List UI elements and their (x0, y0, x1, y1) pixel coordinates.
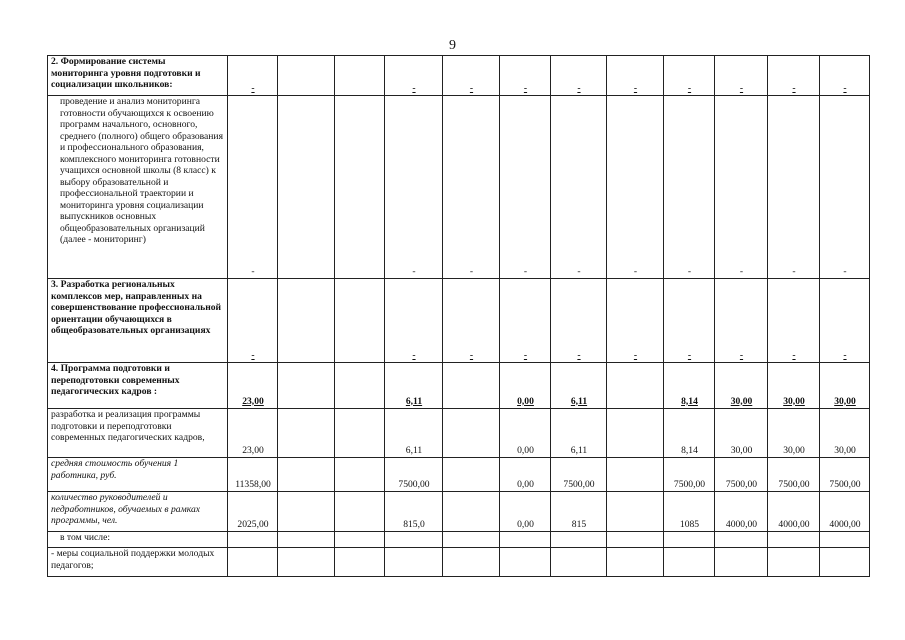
table-cell (278, 56, 335, 96)
table-cell (500, 532, 551, 548)
table-cell (443, 532, 500, 548)
table-row (48, 96, 870, 279)
table-cell (278, 279, 335, 363)
row-label: 3. Разработка региональных комплексов мер, направленных на совершенствование профессиональной ориентации обучающихся в общеобразовательных организациях (48, 279, 228, 363)
table-cell: - (607, 279, 664, 363)
table-cell (278, 548, 335, 577)
table-cell: - (443, 56, 500, 96)
row-label: - меры социальной поддержки молодых педагогов; (48, 548, 228, 577)
row-label: разработка и реализация программы подготовки и переподготовки современных педагогических кадров, (48, 409, 228, 458)
table-cell (335, 363, 385, 409)
page-number: 9 (449, 38, 456, 53)
table-cell: 0,00 (500, 492, 551, 532)
table-cell (278, 532, 335, 548)
row-label: количество руководителей и педработников, обучаемых в рамках программы, чел. (48, 492, 228, 532)
table-row (48, 532, 870, 548)
table-cell: - (443, 96, 500, 279)
table-cell: - (664, 96, 715, 279)
table-cell: - (664, 56, 715, 96)
row-label: в том числе: (48, 532, 228, 548)
table-cell (551, 548, 607, 577)
table-cell (278, 409, 335, 458)
table-cell (820, 532, 870, 548)
table-cell: 4000,00 (820, 492, 870, 532)
table-cell (607, 492, 664, 532)
table-cell: - (385, 96, 443, 279)
table-cell: 7500,00 (551, 458, 607, 492)
table-cell: - (768, 56, 820, 96)
table-cell (551, 532, 607, 548)
table-cell: - (500, 96, 551, 279)
table-cell: - (443, 279, 500, 363)
table-cell (385, 532, 443, 548)
table-cell: 2025,00 (228, 492, 278, 532)
table-cell (607, 458, 664, 492)
table-cell: 6,11 (551, 363, 607, 409)
table-cell: 7500,00 (768, 458, 820, 492)
row-label: проведение и анализ мониторинга готовности обучающихся к освоению программ начального, основного, среднего (полного) общего образования и профессионального образования, комплексного мониторинга готовности учащихся основной школы (8 класс) к выбору образовательной и профессиональной траектории и мониторинга уровня социализации выпускников основных общеобразовательных организаций (далее - мониторинг) (48, 96, 228, 279)
table-cell: - (228, 96, 278, 279)
table-cell: - (820, 279, 870, 363)
table-cell (715, 532, 768, 548)
table-cell: 30,00 (768, 363, 820, 409)
table-cell (335, 492, 385, 532)
table-cell (278, 96, 335, 279)
table-cell (443, 409, 500, 458)
table-cell (715, 548, 768, 577)
row-label: средняя стоимость обучения 1 работника, руб. (48, 458, 228, 492)
table-cell: - (715, 279, 768, 363)
table-cell: - (664, 279, 715, 363)
table-cell (335, 458, 385, 492)
table-row (48, 363, 870, 409)
table-cell (664, 532, 715, 548)
table-cell (443, 363, 500, 409)
table-cell (607, 548, 664, 577)
table-cell: - (500, 56, 551, 96)
table-cell (228, 532, 278, 548)
table-cell: 7500,00 (664, 458, 715, 492)
table-cell (768, 532, 820, 548)
table-cell: 6,11 (551, 409, 607, 458)
table-cell: 0,00 (500, 409, 551, 458)
table-cell (607, 363, 664, 409)
table-cell (664, 548, 715, 577)
table-row (48, 56, 870, 96)
table-cell (443, 548, 500, 577)
table-cell: 23,00 (228, 363, 278, 409)
table-cell: - (820, 96, 870, 279)
table-cell: - (500, 279, 551, 363)
table-row (48, 409, 870, 458)
table-cell: 23,00 (228, 409, 278, 458)
table-cell (335, 56, 385, 96)
table-cell: 815,0 (385, 492, 443, 532)
row-label: 2. Формирование системы мониторинга уровня подготовки и социализации школьников: (48, 56, 228, 96)
table-cell: 0,00 (500, 363, 551, 409)
table-cell: 8,14 (664, 363, 715, 409)
table-cell (607, 532, 664, 548)
table-cell: - (607, 56, 664, 96)
table-cell: 6,11 (385, 409, 443, 458)
table-cell (385, 548, 443, 577)
table-cell (335, 96, 385, 279)
table-cell: - (715, 56, 768, 96)
table-cell: 6,11 (385, 363, 443, 409)
table-row (48, 548, 870, 577)
table-cell (443, 492, 500, 532)
table-cell: 11358,00 (228, 458, 278, 492)
table-cell (443, 458, 500, 492)
table-cell: - (551, 56, 607, 96)
table-cell (335, 409, 385, 458)
table-cell: 30,00 (715, 363, 768, 409)
table-cell: 1085 (664, 492, 715, 532)
table-cell: 7500,00 (715, 458, 768, 492)
table-cell: - (228, 56, 278, 96)
table-cell (335, 548, 385, 577)
table-cell (228, 548, 278, 577)
table-cell: 30,00 (820, 409, 870, 458)
table-cell: - (228, 279, 278, 363)
row-label: 4. Программа подготовки и переподготовки современных педагогических кадров : (48, 363, 228, 409)
table-cell (607, 409, 664, 458)
table-cell: 30,00 (820, 363, 870, 409)
table-cell (768, 548, 820, 577)
table-cell: 7500,00 (385, 458, 443, 492)
table-row (48, 458, 870, 492)
table-cell (500, 548, 551, 577)
table-cell: - (715, 96, 768, 279)
table-cell: - (820, 56, 870, 96)
table-cell (278, 458, 335, 492)
table-row (48, 492, 870, 532)
table-cell: - (768, 96, 820, 279)
table-cell (820, 548, 870, 577)
table-cell: 4000,00 (768, 492, 820, 532)
table-row (48, 279, 870, 363)
table-cell: - (551, 279, 607, 363)
table-cell (278, 363, 335, 409)
table-cell: - (607, 96, 664, 279)
table-cell: - (385, 56, 443, 96)
table-cell: - (385, 279, 443, 363)
table-cell (278, 492, 335, 532)
table-cell: 30,00 (768, 409, 820, 458)
budget-table (47, 55, 870, 577)
table-cell: 815 (551, 492, 607, 532)
table-cell: - (768, 279, 820, 363)
table-cell (335, 532, 385, 548)
table-cell (335, 279, 385, 363)
table-cell: 4000,00 (715, 492, 768, 532)
table-cell: 8,14 (664, 409, 715, 458)
table-cell: 7500,00 (820, 458, 870, 492)
table-cell: 0,00 (500, 458, 551, 492)
table-cell: 30,00 (715, 409, 768, 458)
table-cell: - (551, 96, 607, 279)
